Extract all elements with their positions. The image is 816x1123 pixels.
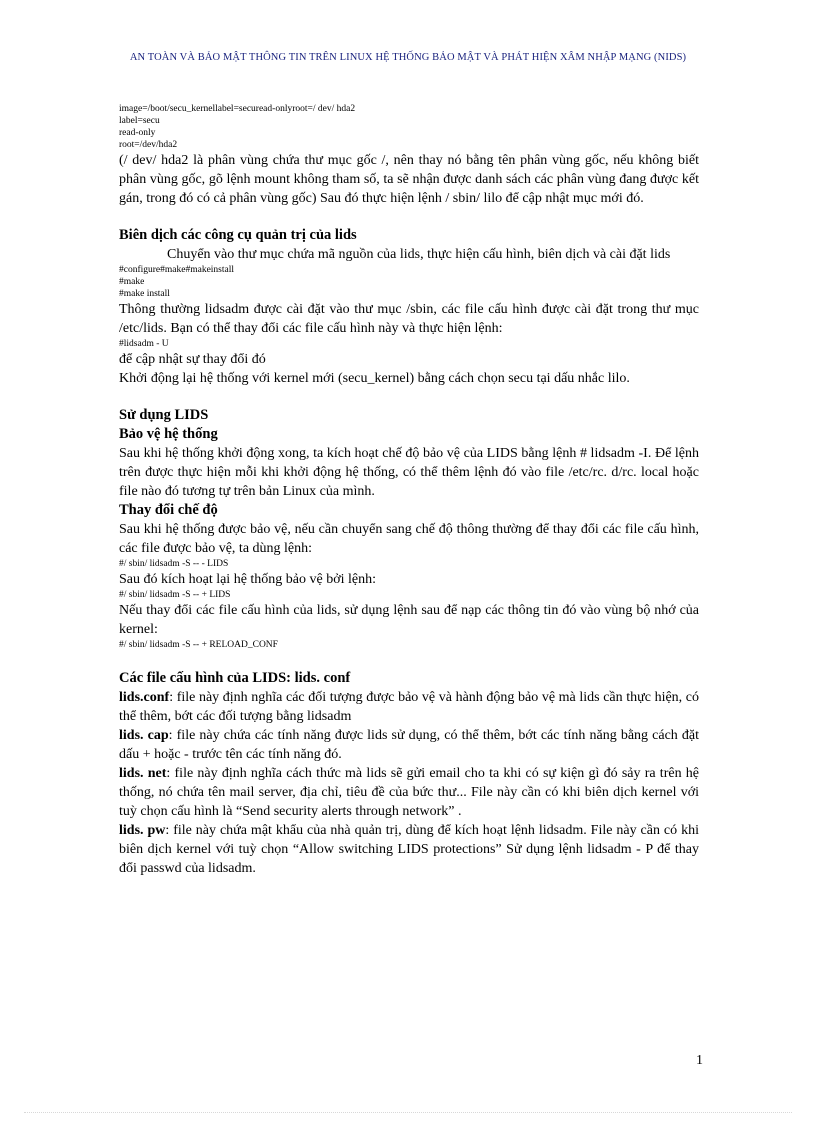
file-description: : file này định nghĩa các đối tượng được bảo vệ và hành động bảo vệ mà lids cần thực hiện, có thể thêm, bớt các đối tượng bằng lidsadm xyxy=(119,690,699,724)
config-line: root=/dev/hda2 xyxy=(119,140,178,150)
command-line: #/ sbin/ lidsadm -S -- - LIDS xyxy=(119,559,229,569)
subheading-mode: Thay đổi chế độ xyxy=(119,502,218,518)
file-entry xyxy=(119,726,699,764)
command-line: #make xyxy=(119,277,145,287)
reprotect-paragraph: Sau đó kích hoạt lại hệ thống bảo vệ bởi lệnh: xyxy=(119,572,377,587)
compile-paragraph: để cập nhật sự thay đổi đó xyxy=(119,352,266,367)
config-line: read-only xyxy=(119,128,156,138)
command-line: #configure#make#makeinstall xyxy=(119,265,235,275)
command-line: #lidsadm - U xyxy=(119,339,169,349)
file-entry xyxy=(119,821,699,878)
file-name: lids.conf xyxy=(119,690,170,705)
config-note: (/ dev/ hda2 là phân vùng chứa thư mục gốc /, nên thay nó bằng tên phân vùng gốc, nếu không biết phân vùng gốc, gõ lệnh mount không tham số, ta sẽ nhận được danh sách các phân vùng đang được kết gán, trong đó có cả phân vùng gốc) Sau đó thực hiện lệnh / sbin/ lilo để cập nhật mục mới đó. xyxy=(119,153,699,206)
compile-intro: Chuyển vào thư mục chứa mã nguồn của lids, thực hiện cấu hình, biên dịch và cài đặt lids xyxy=(167,247,671,262)
config-line: image=/boot/secu_kernellabel=securead-onlyroot=/ dev/ hda2 xyxy=(119,104,356,114)
protect-paragraph: Sau khi hệ thống khởi động xong, ta kích hoạt chế độ bảo vệ của LIDS bằng lệnh # lidsadm -I. Để lệnh trên được thực hiện mỗi khi khởi động hệ thống, có thể thêm lệnh đó vào file /etc/rc. d/rc. local hoặc file nào đó tương tự trên bản Linux của mình. xyxy=(119,446,699,499)
file-name: lids. net xyxy=(119,766,167,781)
file-entry xyxy=(119,688,699,726)
file-description: : file này chứa mật khẩu của nhà quản trị, dùng để kích hoạt lệnh lidsadm. File này cần có khi biên dịch kernel với tuỳ chọn “Allow switching LIDS protections” Sử dụng lệnh lidsadm - P để thay đổi passwd của lidsadm. xyxy=(119,823,699,876)
file-name: lids. cap xyxy=(119,728,169,743)
file-description: : file này chứa các tính năng được lids sử dụng, có thể thêm, bớt các tính năng bằng cách đặt dấu + hoặc - trước tên các tính năng đó. xyxy=(119,728,700,762)
page-body xyxy=(119,103,699,878)
running-header: AN TOÀN VÀ BẢO MẬT THÔNG TIN TRÊN LINUX HỆ THỐNG BẢO MẬT VÀ PHÁT HIỆN XÂM NHẬP MẠNG (NIDS) xyxy=(129,52,687,63)
command-line: #/ sbin/ lidsadm -S -- + RELOAD_CONF xyxy=(119,640,278,650)
reload-paragraph: Nếu thay đổi các file cấu hình của lids, sử dụng lệnh sau để nạp các thông tin đó vào vùng bộ nhớ của kernel: xyxy=(119,603,699,637)
section-heading-compile: Biên dịch các công cụ quản trị của lids xyxy=(119,227,357,243)
compile-paragraph: Thông thường lidsadm được cài đặt vào thư mục /sbin, các file cấu hình được cài đặt trong thư mục /etc/lids. Bạn có thể thay đổi các file cấu hình này và thực hiện lệnh: xyxy=(119,302,699,336)
file-entry xyxy=(119,764,699,821)
page-bottom-divider xyxy=(24,1112,792,1113)
section-heading-usage: Sử dụng LIDS xyxy=(119,407,209,423)
compile-paragraph: Khởi động lại hệ thống với kernel mới (secu_kernel) bằng cách chọn secu tại dấu nhắc lilo. xyxy=(119,371,630,386)
section-heading-files: Các file cấu hình của LIDS: lids. conf xyxy=(119,670,351,686)
file-description: : file này định nghĩa cách thức mà lids sẽ gửi email cho ta khi có sự kiện gì đó sảy ra trên hệ thống, nó chứa tên mail server, địa chỉ, tiêu đề của bức thư... File này cần có khi biên dịch kernel với tuỳ chọn cấu hình là “Send security alerts through network” . xyxy=(119,766,699,819)
command-line: #make install xyxy=(119,289,170,299)
page-number: 1 xyxy=(696,1053,703,1068)
command-line: #/ sbin/ lidsadm -S -- + LIDS xyxy=(119,590,231,600)
file-name: lids. pw xyxy=(119,823,166,838)
config-line: label=secu xyxy=(119,116,160,126)
subheading-protect: Bảo vệ hệ thống xyxy=(119,426,218,442)
mode-paragraph: Sau khi hệ thống được bảo vệ, nếu cần chuyển sang chế độ thông thường để thay đổi các file cấu hình, các file được bảo vệ, ta dùng lệnh: xyxy=(119,522,699,556)
